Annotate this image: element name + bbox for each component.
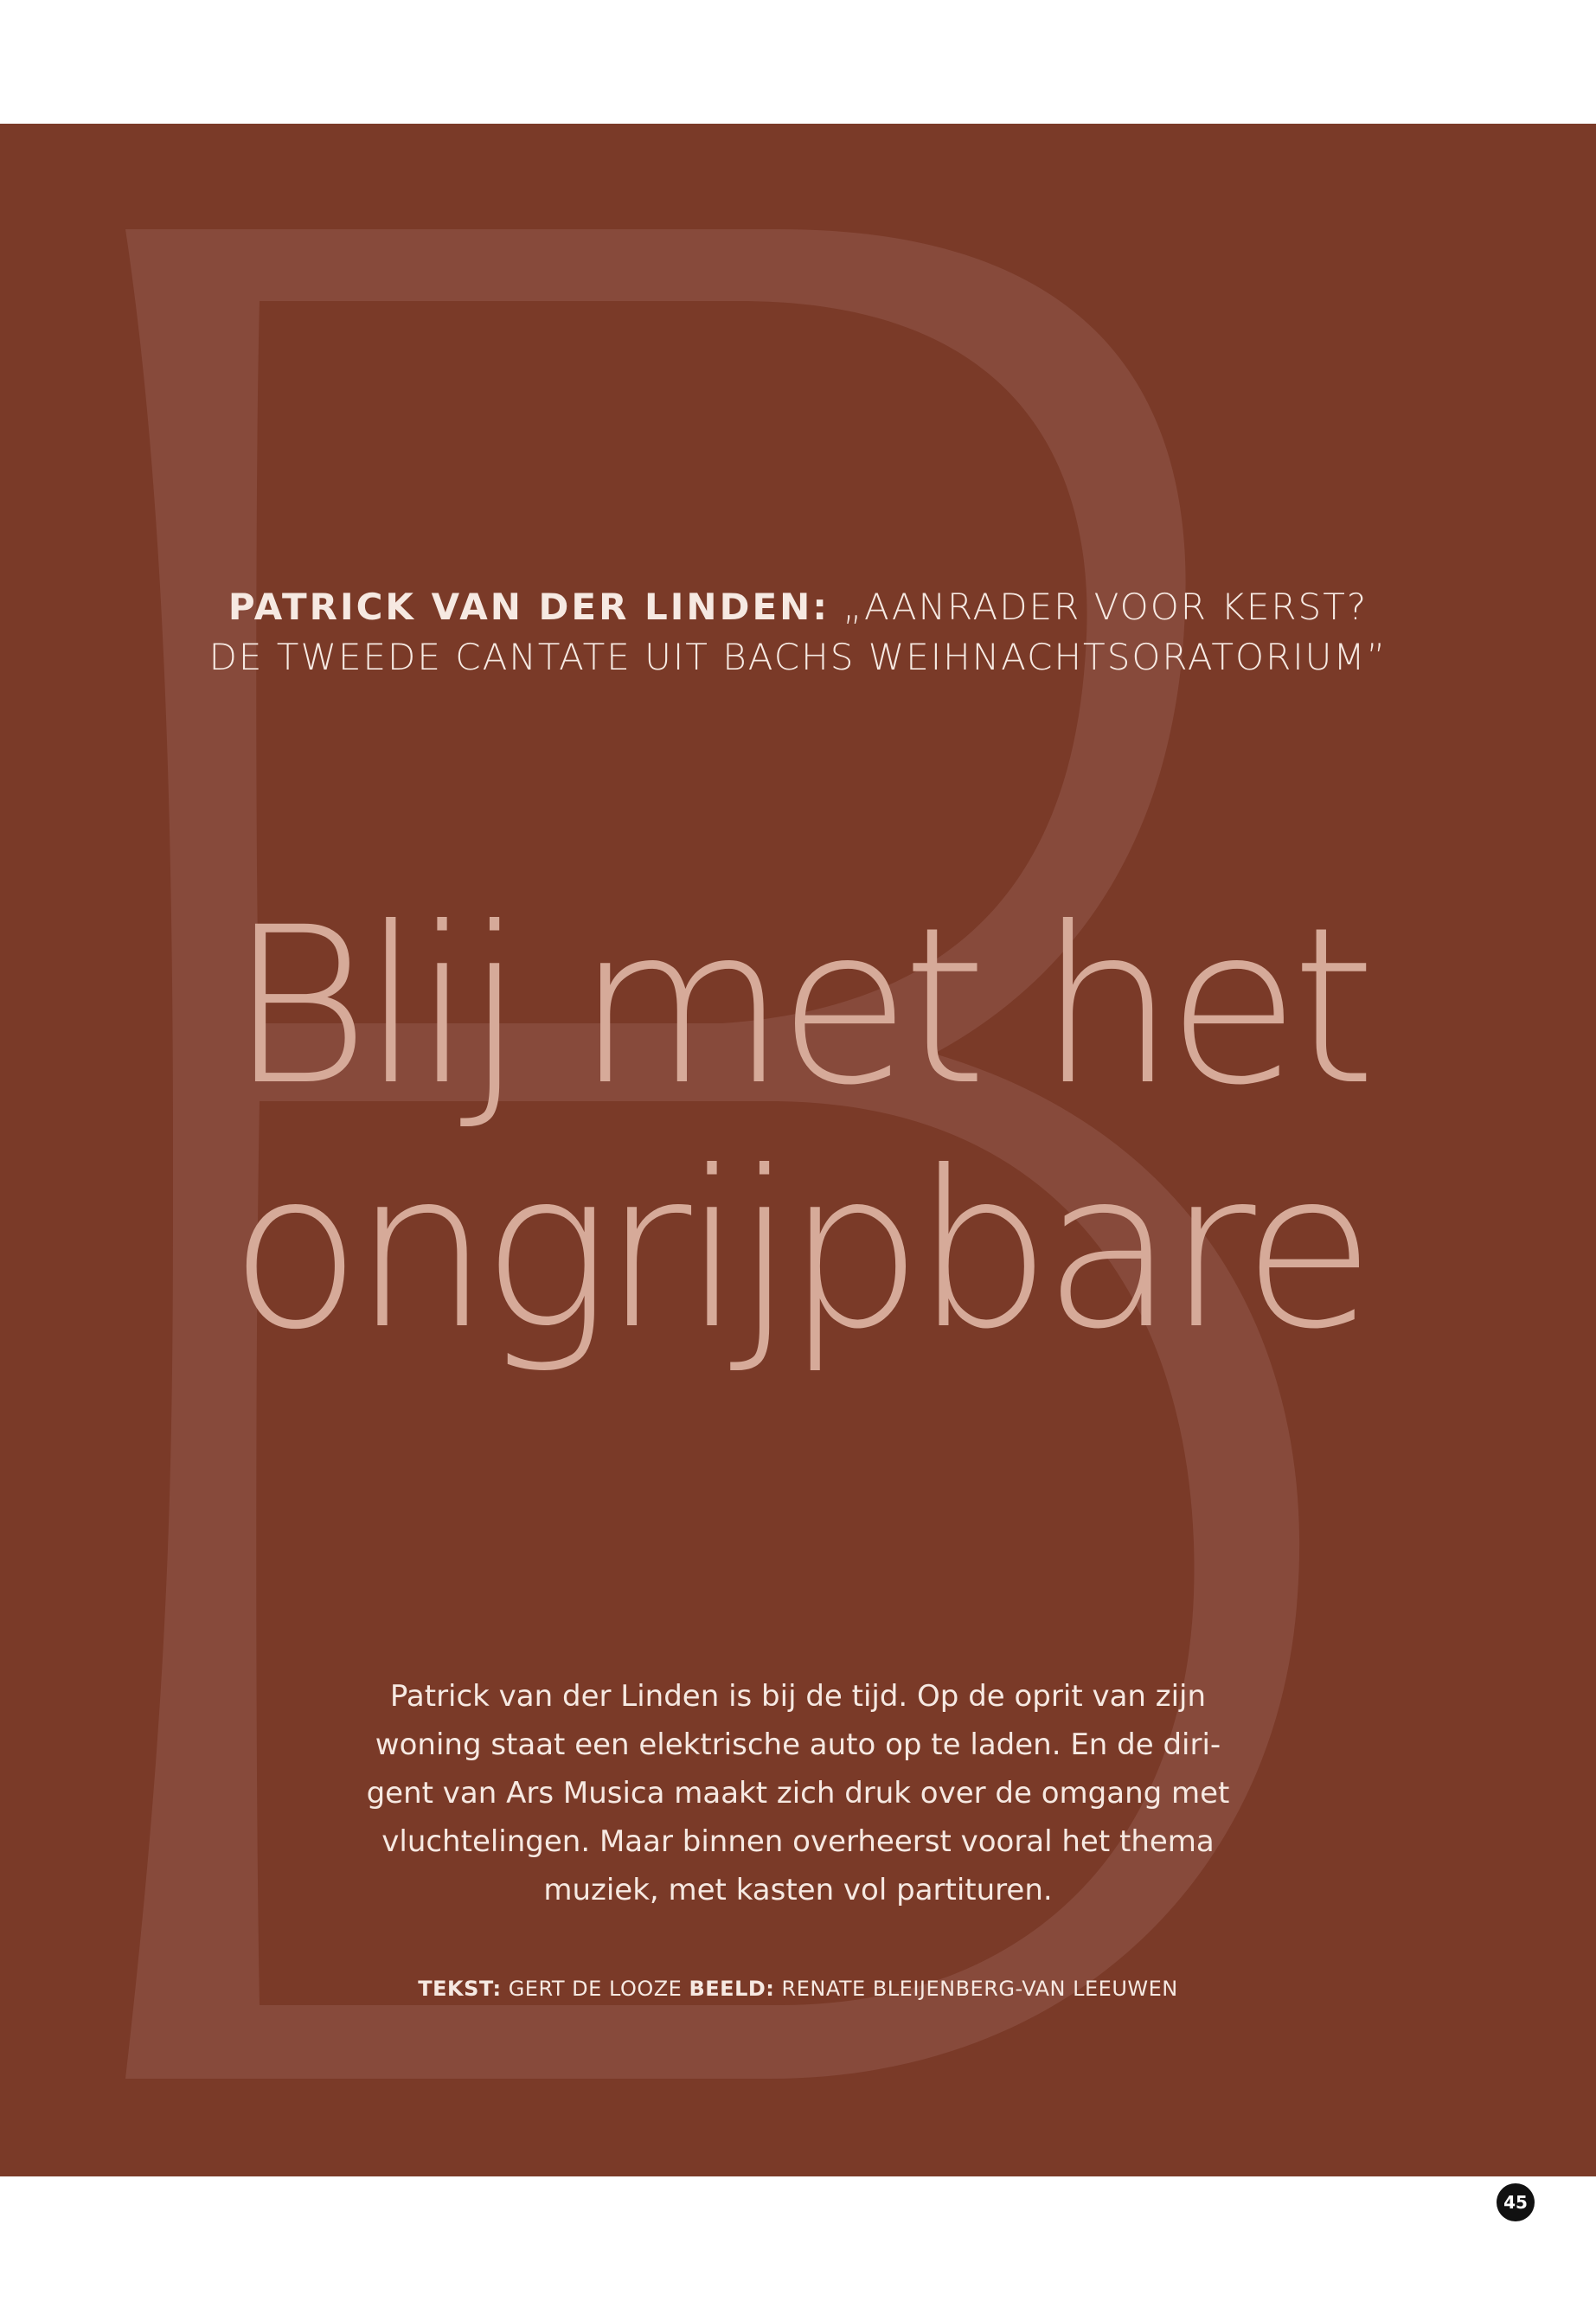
article-headline	[0, 881, 1596, 1376]
page-number-badge: 45	[1497, 2183, 1535, 2221]
kicker-name: PATRICK VAN DER LINDEN:	[228, 586, 830, 628]
credit-text-author: GERT DE LOOZE	[501, 1977, 689, 2001]
credit-image-label: BEELD:	[689, 1977, 775, 2001]
article-opener-band	[0, 124, 1596, 2213]
kicker-quote-part-1: „AANRADER VOOR KERST?	[830, 586, 1368, 628]
headline-line-1: Blij met het	[228, 881, 1368, 1132]
credit-image-author: RENATE BLEIJENBERG-VAN LEEUWEN	[774, 1977, 1178, 2001]
article-lead: Patrick van der Linden is bij de tijd. Op de oprit van zijn woning staat een elektrische auto op te laden. En de diri-gent van Ars Musica maakt zich druk over de omgang met vluchtelingen. Maar binnen overheerst vooral het thema muziek, met kasten vol partituren.	[366, 1679, 1230, 1907]
headline-line-2: ongrijpbare	[229, 1125, 1367, 1376]
kicker-quote-part-2: DE TWEEDE CANTATE UIT BACHS WEIHNACHTSORATORIUM”	[208, 636, 1388, 678]
article-kicker	[0, 582, 1596, 683]
article-credits	[0, 1977, 1596, 2001]
credit-text-label: TEKST:	[418, 1977, 502, 2001]
kicker-line-1	[0, 582, 1596, 632]
